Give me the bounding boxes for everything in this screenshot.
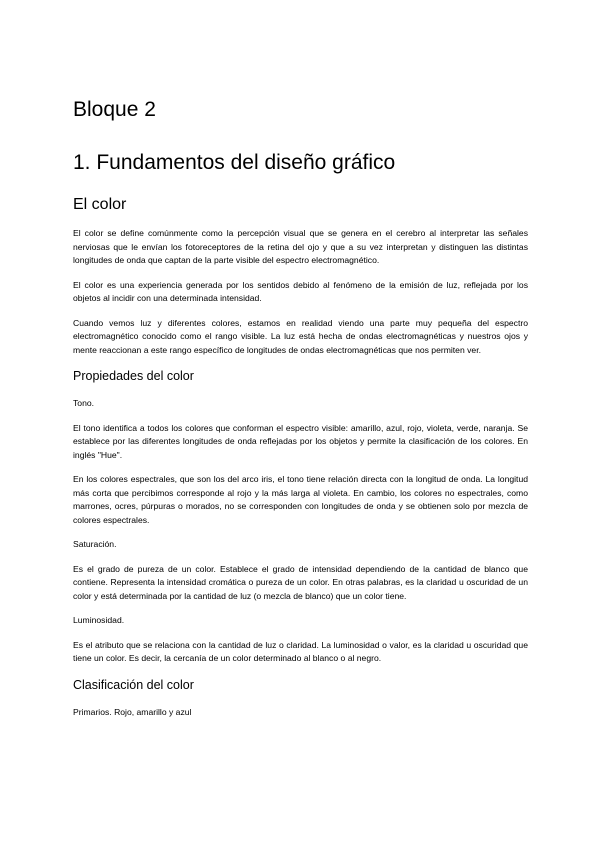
intro-paragraph: El color se define comúnmente como la percepción visual que se genera en el cerebro al interpretar las señales nerviosas que le envían los fotoreceptores de la retina del ojo y que a su vez interpretan y distinguen las distintas longitudes de onda que captan de la parte visible del espectro electromagnético. bbox=[73, 228, 528, 265]
intro-paragraph: El color es una experiencia generada por los sentidos debido al fenómeno de la emisión de luz, reflejada por los objetos al incidir con una determinada intensidad. bbox=[73, 279, 528, 303]
section-title-color: El color bbox=[73, 196, 127, 213]
subsection-title-classification: Clasificación del color bbox=[73, 677, 194, 692]
property-label-saturacion: Saturación. bbox=[73, 539, 117, 549]
tono-paragraph: En los colores espectrales, que son los del arco iris, el tono tiene relación directa con la longitud de onda. La longitud más corta que percibimos corresponde al rojo y la más larga al violeta. En cambio, los colores no espectrales, como marrones, ocres, púrpuras o morados, no se corresponden con longitudes de onda y se obtienen solo por mezcla de colores espectrales. bbox=[73, 474, 528, 525]
saturacion-paragraph: Es el grado de pureza de un color. Establece el grado de intensidad dependiendo de la cantidad de blanco que contiene. Representa la intensidad cromática o pureza de un color. En otras palabras, es la claridad u oscuridad de un color y está determinada por la cantidad de luz (o mezcla de blanco) que un color tiene. bbox=[73, 563, 528, 601]
chapter-title: 1. Fundamentos del diseño gráfico bbox=[73, 151, 396, 174]
property-label-tono: Tono. bbox=[73, 398, 95, 408]
property-label-luminosidad: Luminosidad. bbox=[73, 615, 125, 625]
tono-paragraph: El tono identifica a todos los colores que conforman el espectro visible: amarillo, azul, rojo, violeta, verde, naranja. Se establece por las diferentes longitudes de onda reflejadas por los objetos y permite la clasificación de los colores. En inglés "Hue". bbox=[73, 422, 528, 460]
block-title: Bloque 2 bbox=[73, 98, 156, 121]
document-content bbox=[73, 97, 528, 730]
intro-paragraph: Cuando vemos luz y diferentes colores, estamos en realidad viendo una parte muy pequeña del espectro electromagnético conocido como el rango visible. La luz está hecha de ondas electromagnéticas y nuestros ojos y mente reaccionan a este rango específico de longitudes de ondas electromagnéticas que nos permiten ver. bbox=[73, 317, 528, 355]
subsection-title-properties: Propiedades del color bbox=[73, 369, 194, 383]
luminosidad-paragraph: Es el atributo que se relaciona con la cantidad de luz o claridad. La luminosidad o valor, es la claridad u oscuridad que tiene un color. Es decir, la cercanía de un color determinado al blanco o al negro. bbox=[73, 639, 528, 663]
primary-colors-line: Primarios. Rojo, amarillo y azul bbox=[73, 706, 192, 717]
